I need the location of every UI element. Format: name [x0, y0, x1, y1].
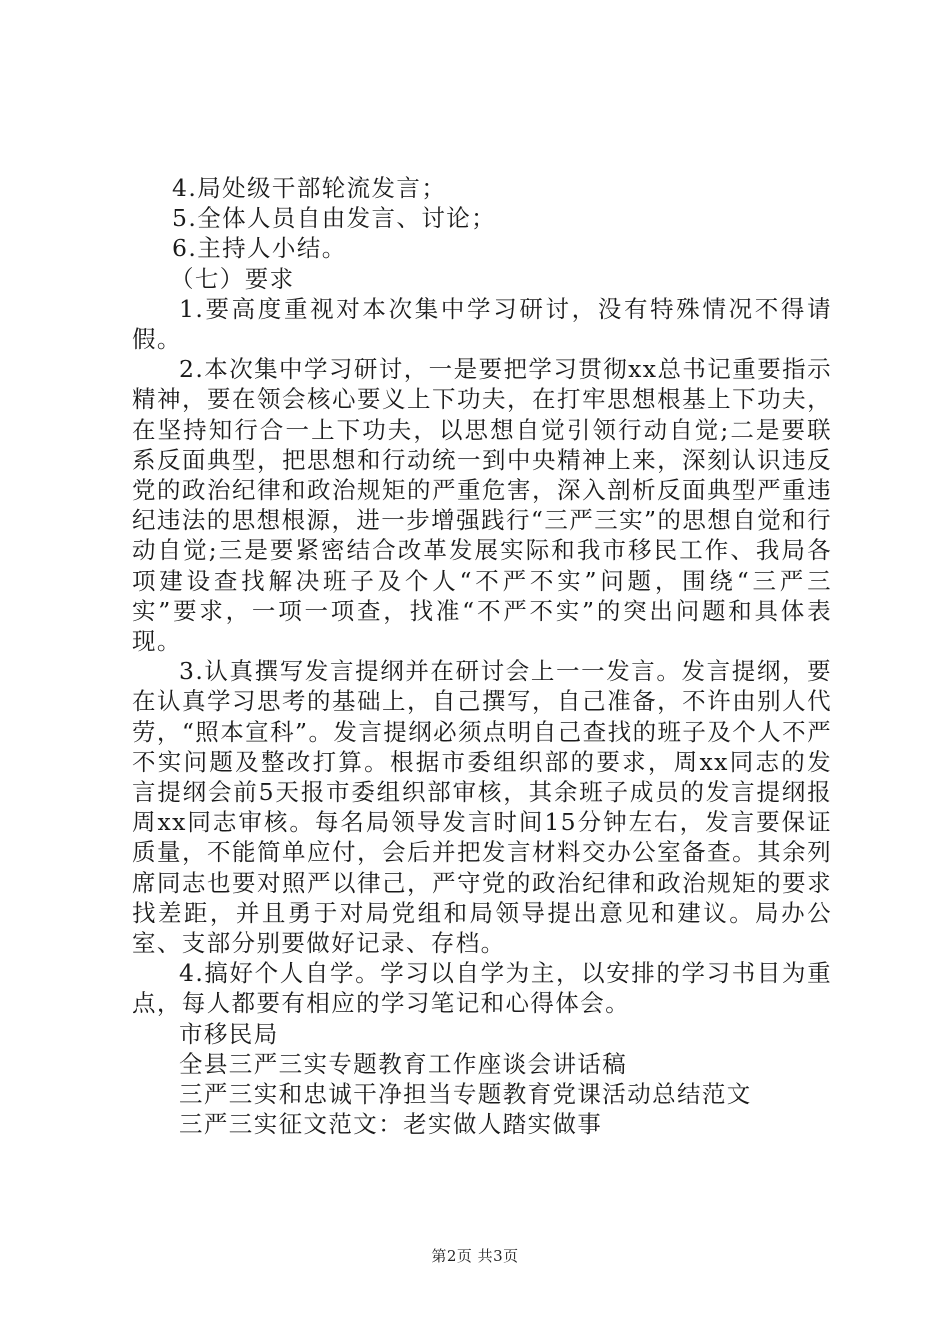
related-link-2: 三严三实和忠诚干净担当专题教育党课活动总结范文: [179, 1080, 752, 1109]
agenda-item-4: 4.局处级干部轮流发言；: [172, 174, 447, 202]
requirement-paragraph-2: 2.本次集中学习研讨，一是要把学习贯彻xx总书记重要指示精神，要在领会核心要义上下功夫，在打牢思想根基上下功夫，在坚持知行合一上下功夫，以思想自觉引领行动自觉;二是要联系反面典型，把思想和行动统一到中央精神上来，深刻认识违反党的政治纪律和政治规矩的严重危害，深入剖析反面典型严重违纪违法的思想根源，进一步增强践行“三严三实”的思想自觉和行动自觉;三是要紧密结合改革发展实际和我市移民工作、我局各项建设查找解决班子及个人“不严不实”问题，围绕“三严三实”要求，一项一项查，找准“不严不实”的突出问题和具体表现。: [132, 355, 832, 656]
document-body: [132, 173, 832, 1140]
section-heading-requirements: （七）要求: [170, 264, 295, 293]
requirement-paragraph-4: 4.搞好个人自学。学习以自学为主，以安排的学习书目为重点，每人都要有相应的学习笔记和心得体会。: [132, 959, 832, 1018]
page-number-footer: 第2页 共3页: [431, 1247, 519, 1265]
signature-line: 市移民局: [179, 1019, 279, 1048]
requirement-paragraph-3: 3.认真撰写发言提纲并在研讨会上一一发言。发言提纲，要在认真学习思考的基础上，自己撰写，自己准备，不许由别人代劳，“照本宣科”。发言提纲必须点明自己查找的班子及个人不严不实问题及整改打算。根据市委组织部的要求，周xx同志的发言提纲会前5天报市委组织部审核，其余班子成员的发言提纲报周xx同志审核。每名局领导发言时间15分钟左右，发言要保证质量，不能简单应付，会后并把发言材料交办公室备查。其余列席同志也要对照严以律己，严守党的政治纪律和政治规矩的要求找差距，并且勇于对局党组和局领导提出意见和建议。局办公室、支部分别要做好记录、存档。: [132, 657, 832, 958]
related-link-1: 全县三严三实专题教育工作座谈会讲话稿: [179, 1049, 628, 1078]
related-link-3: 三严三实征文范文：老实做人踏实做事: [179, 1110, 603, 1139]
agenda-item-5: 5.全体人员自由发言、讨论；: [172, 204, 497, 233]
agenda-item-6: 6.主持人小结。: [172, 234, 347, 263]
requirement-paragraph-1: 1.要高度重视对本次集中学习研讨，没有特殊情况不得请假。: [132, 294, 832, 354]
